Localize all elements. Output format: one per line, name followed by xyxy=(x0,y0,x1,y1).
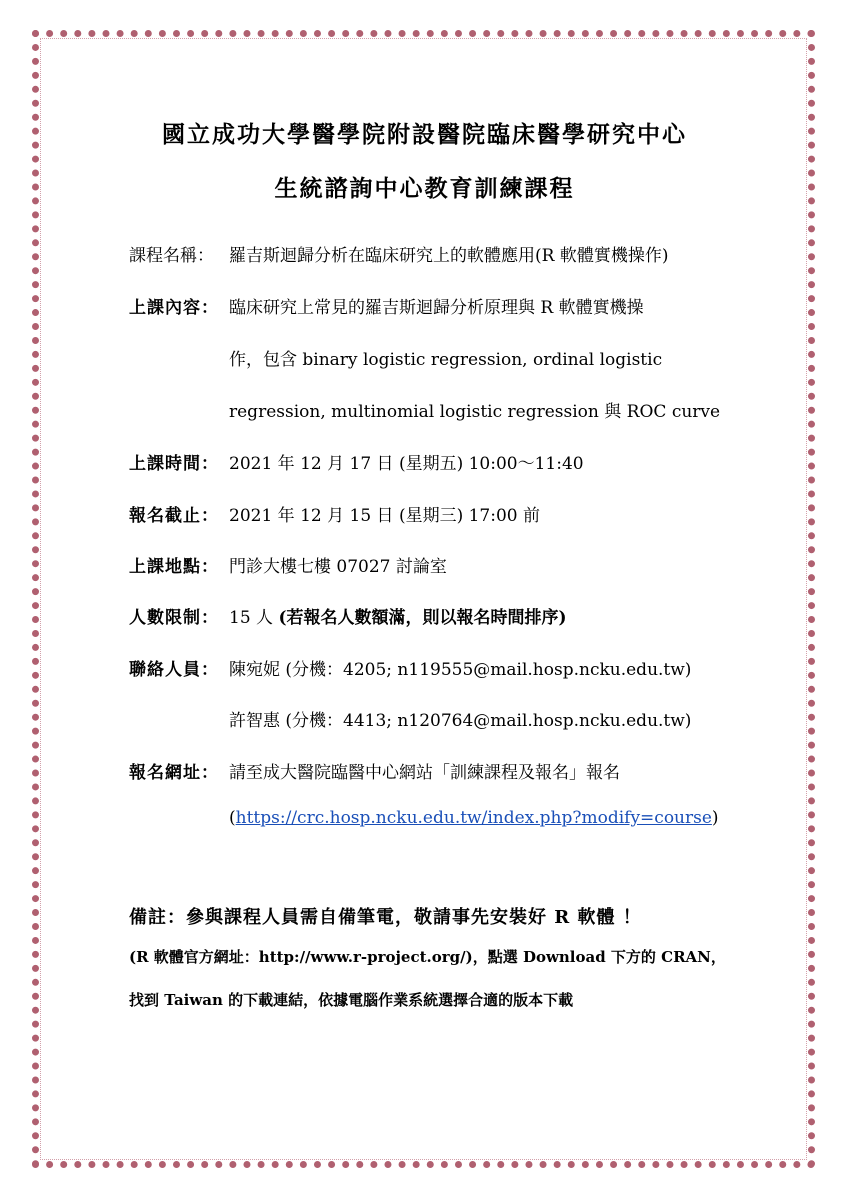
course-content-line-1: 臨床研究上常見的羅吉斯迴歸分析原理與 R 軟體實機操 xyxy=(229,298,644,318)
location-value: 門診大樓七樓 07027 討論室 xyxy=(229,557,447,577)
contact-person-2: 許智惠 (分機：4413; n120764@mail.hosp.ncku.edu.tw) xyxy=(229,711,692,731)
document-subtitle: 生統諮詢中心教育訓練課程 xyxy=(274,175,575,202)
course-time-label: 上課時間： xyxy=(129,454,219,474)
registration-website-label: 報名網址： xyxy=(129,763,219,783)
capacity-note: (若報名人數額滿，則以報名時間排序) xyxy=(278,608,567,628)
capacity-label: 人數限制： xyxy=(129,608,219,628)
course-name-label: 課程名稱： xyxy=(129,246,214,266)
course-name-value: 羅吉斯迴歸分析在臨床研究上的軟體應用(R 軟體實機操作) xyxy=(229,246,669,266)
url-open-paren: ( xyxy=(229,808,236,828)
registration-deadline-value: 2021 年 12 月 15 日 (星期三) 17:00 前 xyxy=(229,506,541,526)
registration-url-link[interactable]: https://crc.hosp.ncku.edu.tw/index.php?modify=course xyxy=(235,808,712,828)
remark-line-3: 找到 Taiwan 的下載連結，依據電腦作業系統選擇合適的版本下載 xyxy=(129,991,574,1009)
course-time-value: 2021 年 12 月 17 日 (星期五) 10:00～11:40 xyxy=(229,454,584,474)
registration-website-text: 請至成大醫院臨醫中心網站「訓練課程及報名」報名 xyxy=(229,763,620,783)
remark-line-1: 備註：參與課程人員需自備筆電，敬請事先安裝好 R 軟體 ！ xyxy=(129,907,642,928)
document-title: 國立成功大學醫學院附設醫院臨床醫學研究中心 xyxy=(162,121,687,148)
registration-url-line xyxy=(229,806,719,830)
contact-label: 聯絡人員： xyxy=(129,660,219,680)
contact-person-1: 陳宛妮 (分機：4205; n119555@mail.hosp.ncku.edu.tw) xyxy=(229,660,692,680)
course-content-line-2: 作，包含 binary logistic regression, ordinal logistic xyxy=(229,350,663,370)
registration-deadline-label: 報名截止： xyxy=(129,506,219,526)
remark-line-2: (R 軟體官方網址：http://www.r-project.org/)，點選 Download 下方的 CRAN， xyxy=(129,948,726,966)
capacity-value: 15 人 xyxy=(229,608,274,628)
url-close-paren: ) xyxy=(711,808,719,828)
location-label: 上課地點： xyxy=(129,557,219,577)
course-content-line-3: regression, multinomial logistic regression 與 ROC curve xyxy=(229,402,721,422)
capacity-value-line xyxy=(229,606,567,630)
course-content-label: 上課內容： xyxy=(129,298,219,318)
